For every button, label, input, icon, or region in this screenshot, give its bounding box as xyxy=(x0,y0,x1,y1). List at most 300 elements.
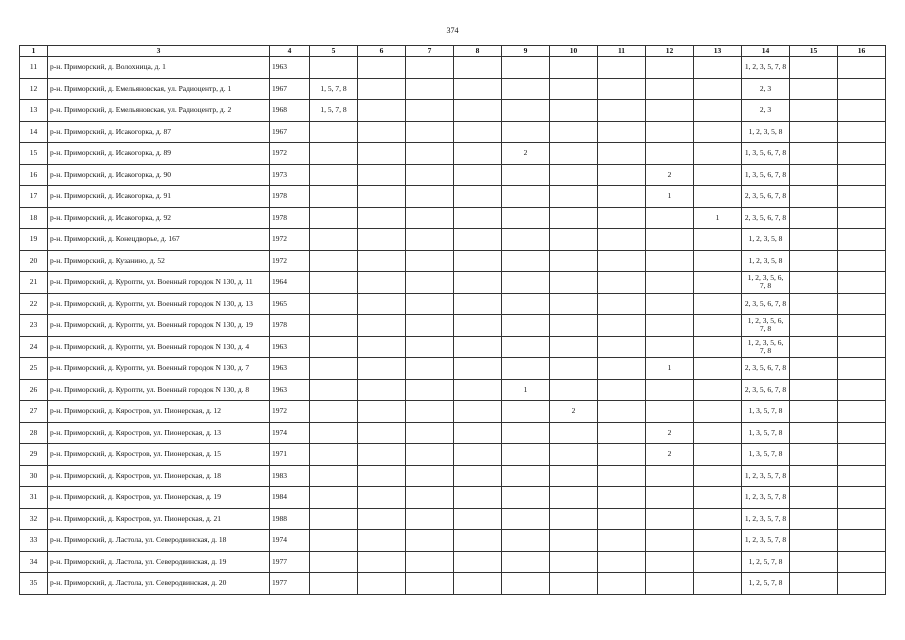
address-cell: р-н. Приморский, д. Кузанино, д. 52 xyxy=(48,250,270,272)
table-row xyxy=(20,508,886,530)
table-row xyxy=(20,229,886,251)
col8-cell xyxy=(454,573,502,595)
col16-cell xyxy=(838,186,886,208)
col10-cell xyxy=(550,207,598,229)
col9-cell xyxy=(502,315,550,337)
col5-cell xyxy=(310,207,358,229)
col11-cell xyxy=(598,444,646,466)
col14-cell: 1, 2, 3, 5, 7, 8 xyxy=(742,530,790,552)
col14-cell: 1, 2, 3, 5, 7, 8 xyxy=(742,487,790,509)
table-row xyxy=(20,293,886,315)
col8-cell xyxy=(454,444,502,466)
column-header: 6 xyxy=(358,46,406,57)
col9-cell xyxy=(502,78,550,100)
col11-cell xyxy=(598,508,646,530)
col12-cell: 1 xyxy=(646,358,694,380)
col12-cell xyxy=(646,57,694,79)
col13-cell xyxy=(694,379,742,401)
col9-cell xyxy=(502,336,550,358)
col7-cell xyxy=(406,100,454,122)
year-cell: 1977 xyxy=(270,573,310,595)
table-row xyxy=(20,401,886,423)
col15-cell xyxy=(790,164,838,186)
col16-cell xyxy=(838,100,886,122)
col8-cell xyxy=(454,465,502,487)
col12-cell xyxy=(646,143,694,165)
page-number: 374 xyxy=(446,26,459,35)
col11-cell xyxy=(598,207,646,229)
col14-cell: 1, 2, 3, 5, 8 xyxy=(742,121,790,143)
row-number-cell: 20 xyxy=(20,250,48,272)
column-header: 1 xyxy=(20,46,48,57)
col10-cell xyxy=(550,250,598,272)
col7-cell xyxy=(406,573,454,595)
col11-cell xyxy=(598,487,646,509)
col14-cell: 1, 3, 5, 6, 7, 8 xyxy=(742,164,790,186)
table-row xyxy=(20,358,886,380)
col15-cell xyxy=(790,422,838,444)
col13-cell xyxy=(694,164,742,186)
table-body xyxy=(20,57,886,595)
col11-cell xyxy=(598,57,646,79)
col15-cell xyxy=(790,207,838,229)
col14-cell: 1, 2, 5, 7, 8 xyxy=(742,573,790,595)
col11-cell xyxy=(598,465,646,487)
col10-cell xyxy=(550,229,598,251)
column-header: 12 xyxy=(646,46,694,57)
year-cell: 1963 xyxy=(270,379,310,401)
col12-cell xyxy=(646,100,694,122)
col13-cell: 1 xyxy=(694,207,742,229)
col5-cell xyxy=(310,508,358,530)
col5-cell xyxy=(310,401,358,423)
col10-cell xyxy=(550,78,598,100)
col12-cell xyxy=(646,250,694,272)
row-number-cell: 12 xyxy=(20,78,48,100)
col6-cell xyxy=(358,186,406,208)
col10-cell xyxy=(550,358,598,380)
col16-cell xyxy=(838,207,886,229)
col12-cell: 2 xyxy=(646,422,694,444)
address-cell: р-н. Приморский, д. Волохница, д. 1 xyxy=(48,57,270,79)
col14-cell: 2, 3, 5, 6, 7, 8 xyxy=(742,379,790,401)
col10-cell xyxy=(550,551,598,573)
col10-cell xyxy=(550,530,598,552)
col14-cell: 1, 3, 5, 7, 8 xyxy=(742,422,790,444)
col15-cell xyxy=(790,573,838,595)
col10-cell xyxy=(550,444,598,466)
housing-register-table xyxy=(19,45,886,595)
table-row xyxy=(20,78,886,100)
col10-cell xyxy=(550,121,598,143)
col8-cell xyxy=(454,315,502,337)
col8-cell xyxy=(454,143,502,165)
row-number-cell: 13 xyxy=(20,100,48,122)
col6-cell xyxy=(358,272,406,294)
table-row xyxy=(20,573,886,595)
col5-cell xyxy=(310,121,358,143)
year-cell: 1963 xyxy=(270,57,310,79)
year-cell: 1988 xyxy=(270,508,310,530)
col10-cell xyxy=(550,379,598,401)
col13-cell xyxy=(694,315,742,337)
col12-cell xyxy=(646,530,694,552)
col6-cell xyxy=(358,508,406,530)
col12-cell xyxy=(646,78,694,100)
row-number-cell: 21 xyxy=(20,272,48,294)
address-cell: р-н. Приморский, д. Исакогорка, д. 87 xyxy=(48,121,270,143)
row-number-cell: 34 xyxy=(20,551,48,573)
year-cell: 1978 xyxy=(270,186,310,208)
table-row xyxy=(20,530,886,552)
col7-cell xyxy=(406,465,454,487)
col7-cell xyxy=(406,336,454,358)
table-row xyxy=(20,379,886,401)
table-row xyxy=(20,444,886,466)
row-number-cell: 23 xyxy=(20,315,48,337)
col7-cell xyxy=(406,487,454,509)
col6-cell xyxy=(358,164,406,186)
col13-cell xyxy=(694,551,742,573)
row-number-cell: 31 xyxy=(20,487,48,509)
col14-cell: 1, 3, 5, 6, 7, 8 xyxy=(742,143,790,165)
column-header: 10 xyxy=(550,46,598,57)
col11-cell xyxy=(598,229,646,251)
table-row xyxy=(20,336,886,358)
col16-cell xyxy=(838,444,886,466)
col9-cell xyxy=(502,229,550,251)
address-cell: р-н. Приморский, д. Кяростров, ул. Пионерская, д. 13 xyxy=(48,422,270,444)
table-row xyxy=(20,164,886,186)
col11-cell xyxy=(598,272,646,294)
col13-cell xyxy=(694,401,742,423)
col6-cell xyxy=(358,100,406,122)
col13-cell xyxy=(694,508,742,530)
table-row xyxy=(20,100,886,122)
column-header: 7 xyxy=(406,46,454,57)
col6-cell xyxy=(358,250,406,272)
col11-cell xyxy=(598,186,646,208)
address-cell: р-н. Приморский, д. Конецдворье, д. 167 xyxy=(48,229,270,251)
col7-cell xyxy=(406,401,454,423)
col8-cell xyxy=(454,229,502,251)
col9-cell xyxy=(502,293,550,315)
col14-cell: 2, 3 xyxy=(742,100,790,122)
col8-cell xyxy=(454,379,502,401)
year-cell: 1984 xyxy=(270,487,310,509)
col16-cell xyxy=(838,78,886,100)
col9-cell xyxy=(502,100,550,122)
col16-cell xyxy=(838,121,886,143)
col10-cell xyxy=(550,422,598,444)
address-cell: р-н. Приморский, д. Куропти, ул. Военный городок N 130, д. 7 xyxy=(48,358,270,380)
col7-cell xyxy=(406,272,454,294)
address-cell: р-н. Приморский, д. Кяростров, ул. Пионерская, д. 18 xyxy=(48,465,270,487)
col11-cell xyxy=(598,401,646,423)
column-header: 3 xyxy=(48,46,270,57)
col16-cell xyxy=(838,573,886,595)
col5-cell: 1, 5, 7, 8 xyxy=(310,78,358,100)
col9-cell xyxy=(502,465,550,487)
col11-cell xyxy=(598,336,646,358)
col12-cell xyxy=(646,551,694,573)
col10-cell xyxy=(550,100,598,122)
col14-cell: 1, 3, 5, 7, 8 xyxy=(742,401,790,423)
address-cell: р-н. Приморский, д. Куропти, ул. Военный городок N 130, д. 4 xyxy=(48,336,270,358)
col6-cell xyxy=(358,293,406,315)
row-number-cell: 35 xyxy=(20,573,48,595)
col16-cell xyxy=(838,551,886,573)
col5-cell xyxy=(310,143,358,165)
col5-cell xyxy=(310,379,358,401)
col14-cell: 1, 2, 3, 5, 8 xyxy=(742,229,790,251)
col5-cell xyxy=(310,250,358,272)
col9-cell xyxy=(502,250,550,272)
row-number-cell: 22 xyxy=(20,293,48,315)
year-cell: 1968 xyxy=(270,100,310,122)
table-row xyxy=(20,465,886,487)
col8-cell xyxy=(454,100,502,122)
col13-cell xyxy=(694,358,742,380)
col8-cell xyxy=(454,250,502,272)
col8-cell xyxy=(454,57,502,79)
col5-cell xyxy=(310,358,358,380)
address-cell: р-н. Приморский, д. Исакогорка, д. 92 xyxy=(48,207,270,229)
col13-cell xyxy=(694,272,742,294)
col13-cell xyxy=(694,336,742,358)
address-cell: р-н. Приморский, д. Куропти, ул. Военный городок N 130, д. 8 xyxy=(48,379,270,401)
col9-cell: 2 xyxy=(502,143,550,165)
col5-cell xyxy=(310,487,358,509)
col16-cell xyxy=(838,401,886,423)
col8-cell xyxy=(454,293,502,315)
table-row xyxy=(20,250,886,272)
col12-cell xyxy=(646,207,694,229)
year-cell: 1967 xyxy=(270,78,310,100)
col14-cell: 2, 3, 5, 6, 7, 8 xyxy=(742,207,790,229)
address-cell: р-н. Приморский, д. Исакогорка, д. 89 xyxy=(48,143,270,165)
address-cell: р-н. Приморский, д. Ластола, ул. Северодвинская, д. 19 xyxy=(48,551,270,573)
address-cell: р-н. Приморский, д. Кяростров, ул. Пионерская, д. 15 xyxy=(48,444,270,466)
col6-cell xyxy=(358,57,406,79)
col12-cell xyxy=(646,487,694,509)
col15-cell xyxy=(790,293,838,315)
col11-cell xyxy=(598,530,646,552)
col13-cell xyxy=(694,573,742,595)
col16-cell xyxy=(838,465,886,487)
row-number-cell: 19 xyxy=(20,229,48,251)
col14-cell: 1, 2, 3, 5, 6, 7, 8 xyxy=(742,272,790,294)
col13-cell xyxy=(694,186,742,208)
col15-cell xyxy=(790,379,838,401)
col10-cell xyxy=(550,315,598,337)
col13-cell xyxy=(694,250,742,272)
address-cell: р-н. Приморский, д. Ластола, ул. Северодвинская, д. 18 xyxy=(48,530,270,552)
col7-cell xyxy=(406,207,454,229)
col6-cell xyxy=(358,229,406,251)
col15-cell xyxy=(790,336,838,358)
col10-cell xyxy=(550,57,598,79)
col15-cell xyxy=(790,401,838,423)
col10-cell xyxy=(550,186,598,208)
col16-cell xyxy=(838,358,886,380)
col7-cell xyxy=(406,78,454,100)
col5-cell xyxy=(310,186,358,208)
year-cell: 1964 xyxy=(270,272,310,294)
row-number-cell: 14 xyxy=(20,121,48,143)
col5-cell xyxy=(310,293,358,315)
col11-cell xyxy=(598,379,646,401)
col7-cell xyxy=(406,229,454,251)
address-cell: р-н. Приморский, д. Куропти, ул. Военный городок N 130, д. 13 xyxy=(48,293,270,315)
col16-cell xyxy=(838,272,886,294)
col9-cell xyxy=(502,422,550,444)
col5-cell xyxy=(310,444,358,466)
address-cell: р-н. Приморский, д. Емельяновская, ул. Радиоцентр, д. 2 xyxy=(48,100,270,122)
address-cell: р-н. Приморский, д. Куропти, ул. Военный городок N 130, д. 11 xyxy=(48,272,270,294)
col12-cell: 1 xyxy=(646,186,694,208)
col12-cell xyxy=(646,508,694,530)
col13-cell xyxy=(694,465,742,487)
col16-cell xyxy=(838,57,886,79)
table-row xyxy=(20,272,886,294)
col15-cell xyxy=(790,57,838,79)
col16-cell xyxy=(838,508,886,530)
year-cell: 1978 xyxy=(270,207,310,229)
col13-cell xyxy=(694,293,742,315)
col6-cell xyxy=(358,530,406,552)
row-number-cell: 32 xyxy=(20,508,48,530)
col11-cell xyxy=(598,121,646,143)
col15-cell xyxy=(790,100,838,122)
col16-cell xyxy=(838,315,886,337)
col6-cell xyxy=(358,401,406,423)
col16-cell xyxy=(838,422,886,444)
col6-cell xyxy=(358,336,406,358)
col7-cell xyxy=(406,530,454,552)
col11-cell xyxy=(598,358,646,380)
col6-cell xyxy=(358,207,406,229)
col8-cell xyxy=(454,164,502,186)
column-header: 15 xyxy=(790,46,838,57)
col8-cell xyxy=(454,401,502,423)
col10-cell xyxy=(550,487,598,509)
col7-cell xyxy=(406,57,454,79)
col6-cell xyxy=(358,444,406,466)
col14-cell: 1, 2, 3, 5, 7, 8 xyxy=(742,57,790,79)
col10-cell xyxy=(550,293,598,315)
col9-cell xyxy=(502,207,550,229)
col5-cell xyxy=(310,272,358,294)
col9-cell xyxy=(502,444,550,466)
year-cell: 1974 xyxy=(270,422,310,444)
column-header: 9 xyxy=(502,46,550,57)
row-number-cell: 15 xyxy=(20,143,48,165)
col9-cell xyxy=(502,508,550,530)
year-cell: 1983 xyxy=(270,465,310,487)
col15-cell xyxy=(790,186,838,208)
col7-cell xyxy=(406,551,454,573)
col12-cell xyxy=(646,272,694,294)
col10-cell xyxy=(550,143,598,165)
year-cell: 1974 xyxy=(270,530,310,552)
col9-cell xyxy=(502,551,550,573)
col14-cell: 2, 3, 5, 6, 7, 8 xyxy=(742,293,790,315)
col14-cell: 1, 2, 3, 5, 7, 8 xyxy=(742,465,790,487)
col5-cell xyxy=(310,465,358,487)
col5-cell xyxy=(310,315,358,337)
col14-cell: 1, 2, 3, 5, 6, 7, 8 xyxy=(742,315,790,337)
col14-cell: 1, 3, 5, 7, 8 xyxy=(742,444,790,466)
col14-cell: 2, 3, 5, 6, 7, 8 xyxy=(742,186,790,208)
address-cell: р-н. Приморский, д. Исакогорка, д. 90 xyxy=(48,164,270,186)
row-number-cell: 17 xyxy=(20,186,48,208)
col15-cell xyxy=(790,315,838,337)
col16-cell xyxy=(838,487,886,509)
col5-cell xyxy=(310,551,358,573)
col6-cell xyxy=(358,315,406,337)
table-row xyxy=(20,315,886,337)
col15-cell xyxy=(790,272,838,294)
col5-cell xyxy=(310,229,358,251)
col7-cell xyxy=(406,186,454,208)
address-cell: р-н. Приморский, д. Кяростров, ул. Пионерская, д. 12 xyxy=(48,401,270,423)
col15-cell xyxy=(790,143,838,165)
table-row xyxy=(20,57,886,79)
col15-cell xyxy=(790,78,838,100)
year-cell: 1978 xyxy=(270,315,310,337)
col11-cell xyxy=(598,78,646,100)
col11-cell xyxy=(598,293,646,315)
col12-cell xyxy=(646,315,694,337)
col5-cell xyxy=(310,336,358,358)
table-row xyxy=(20,186,886,208)
year-cell: 1971 xyxy=(270,444,310,466)
col13-cell xyxy=(694,143,742,165)
col13-cell xyxy=(694,487,742,509)
col13-cell xyxy=(694,121,742,143)
col13-cell xyxy=(694,78,742,100)
col6-cell xyxy=(358,143,406,165)
col8-cell xyxy=(454,487,502,509)
year-cell: 1972 xyxy=(270,143,310,165)
col14-cell: 2, 3 xyxy=(742,78,790,100)
col8-cell xyxy=(454,272,502,294)
year-cell: 1963 xyxy=(270,336,310,358)
col9-cell xyxy=(502,186,550,208)
col5-cell xyxy=(310,530,358,552)
col12-cell xyxy=(646,401,694,423)
col10-cell: 2 xyxy=(550,401,598,423)
col9-cell xyxy=(502,272,550,294)
col6-cell xyxy=(358,358,406,380)
col7-cell xyxy=(406,143,454,165)
col8-cell xyxy=(454,78,502,100)
col7-cell xyxy=(406,164,454,186)
col6-cell xyxy=(358,422,406,444)
col6-cell xyxy=(358,121,406,143)
col6-cell xyxy=(358,551,406,573)
row-number-cell: 25 xyxy=(20,358,48,380)
col7-cell xyxy=(406,121,454,143)
row-number-cell: 30 xyxy=(20,465,48,487)
column-header: 14 xyxy=(742,46,790,57)
year-cell: 1973 xyxy=(270,164,310,186)
table-header-row xyxy=(20,46,886,57)
col11-cell xyxy=(598,100,646,122)
col8-cell xyxy=(454,530,502,552)
col9-cell xyxy=(502,57,550,79)
